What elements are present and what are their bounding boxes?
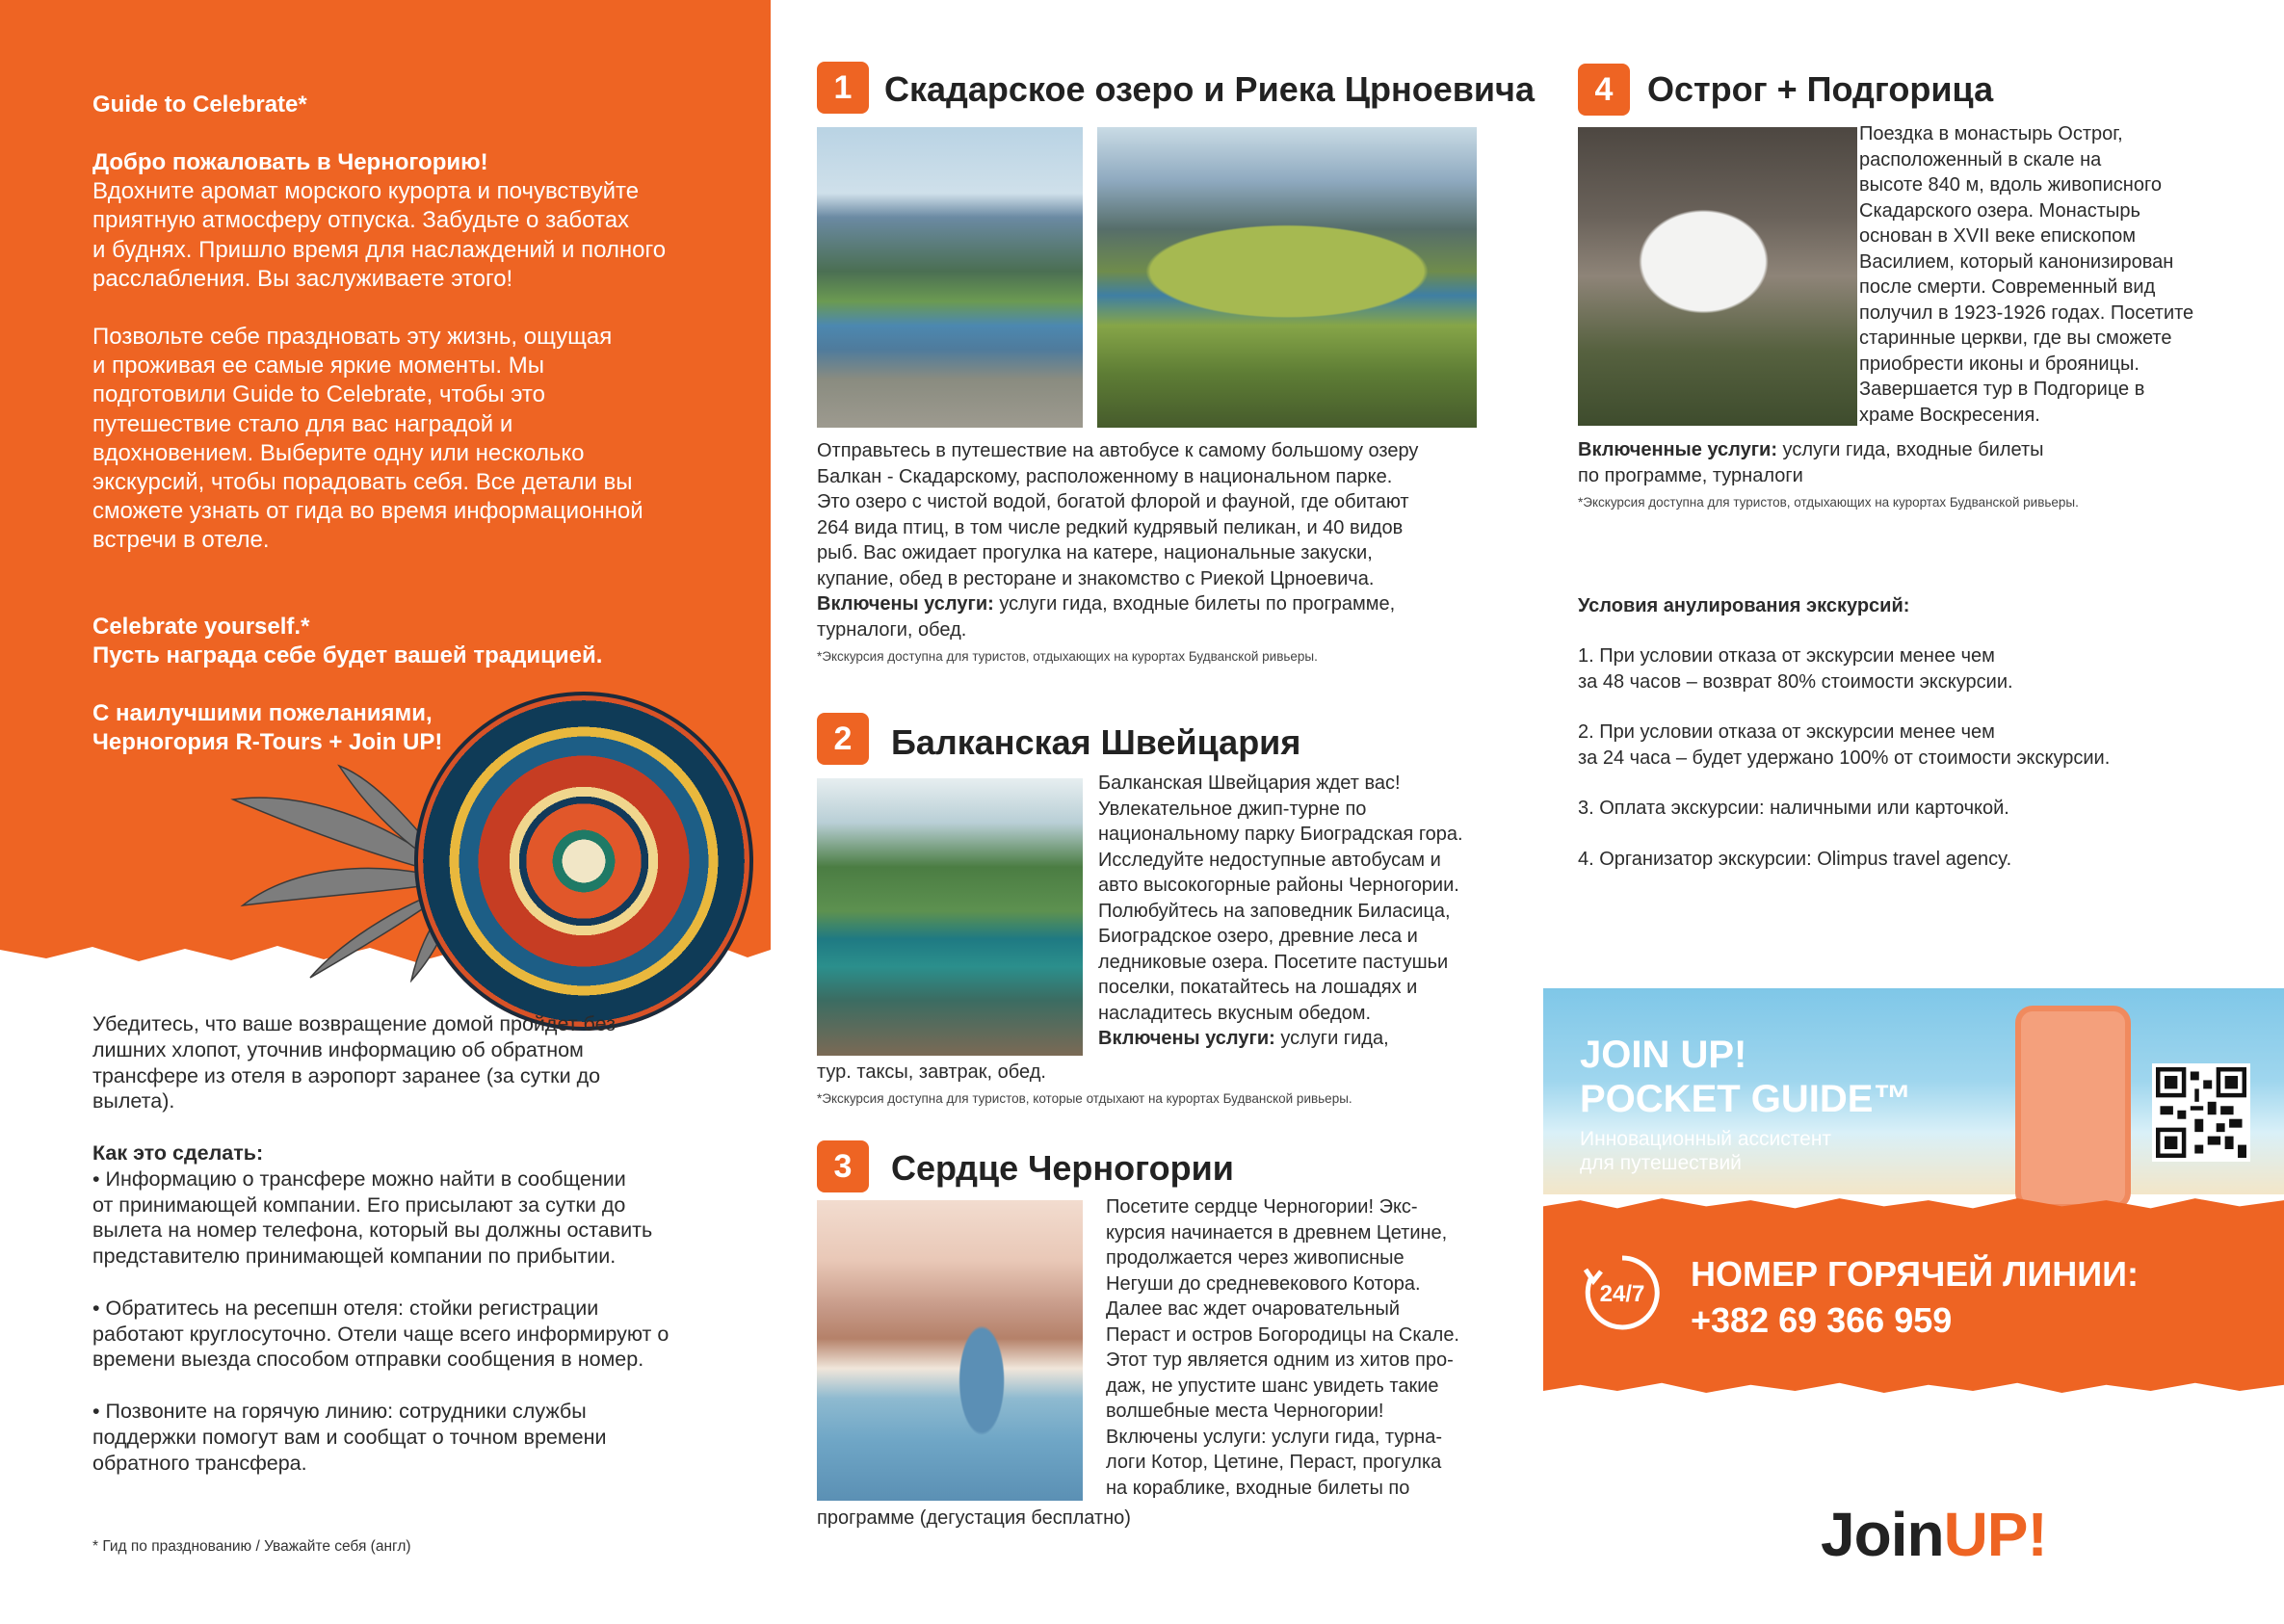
how-to-block: Как это сделать: • Информацию о трансфере можно найти в сообщении от принимающей компании. Его присылают за сутки до вылета на номер телефона, который вы должны оставить представителю принимающей компании по прибытии. bbox=[92, 1140, 653, 1269]
cancel-title: Условия анулирования экскурсий: bbox=[1578, 595, 1910, 616]
hotline-tip: • Позвоните на горячую линию: сотрудники службы поддержки помогут вам и сообщат о точном времени обратного трансфера. bbox=[92, 1399, 607, 1475]
cancel-conditions: 1. При условии отказа от экскурсии менее чем за 48 часов – возврат 80% стоимости экскурсии. 2. При условии отказа от экскурсии менее чем за 24 часа – будет удержано 100% от стоимости экскурсии. 3. Оплата экскурсии: наличными или карточкой. 4. Организатор экскурсии: Olimpus travel agency. bbox=[1578, 645, 2111, 870]
how-title: Как это сделать: bbox=[92, 1140, 264, 1165]
guide-title: Guide to Celebrate* bbox=[92, 92, 307, 118]
footnote: * Гид по празднованию / Уважайте себя (англ) bbox=[92, 1538, 411, 1555]
para-line: экскурсий, чтобы порадовать себя. Все детали вы bbox=[92, 469, 633, 496]
tour-number-badge: 2 bbox=[817, 713, 869, 765]
para-line: путешествие стало для вас наградой и bbox=[92, 410, 513, 437]
decorative-plate bbox=[414, 692, 753, 1031]
regards-line: С наилучшими пожеланиями, bbox=[92, 700, 433, 726]
transfer-paragraph: Убедитесь, что ваше возвращение домой пройдет без лишних хлопот, уточнив информацию об обратном трансфере из отеля в аэропорт заранее (за сутки до вылета). bbox=[92, 1012, 616, 1113]
welcome-block bbox=[92, 148, 728, 294]
tour1-photo-river-bend bbox=[1097, 127, 1477, 428]
tour3-photo-perast bbox=[817, 1200, 1083, 1501]
tour1-description: Отправьтесь в путешествие на автобусе к самому большому озеру Балкан - Скадарскому, расположенному в национальном парке. Это озеро с чистой водой, богатой флорой и фауной, где обитают 264 вида птиц, в том числе редкий кудрявый пеликан, и 40 видов рыб. Вас ожидает прогулка на катере, национальные закуски, купание, обед в ресторане и знакомство с Риекой Црноевича. Включены услуги: услуги гида, входные билеты по программе, турналоги, обед. bbox=[817, 440, 1419, 641]
para-line: вдохновением. Выберите одну или несколько bbox=[92, 439, 585, 466]
regards-line: Черногория R-Tours + Join UP! bbox=[92, 729, 443, 756]
tour1-note: *Экскурсия доступна для туристов, отдыхающих на курортах Будванской ривьеры. bbox=[817, 649, 1318, 664]
celebrate-paragraph bbox=[92, 323, 728, 556]
tour-number-badge: 1 bbox=[817, 62, 869, 114]
tour-number-badge: 4 bbox=[1578, 64, 1630, 116]
tour-title: Скадарское озеро и Риека Црноевича bbox=[884, 69, 1535, 109]
welcome-heading: Добро пожаловать в Черногорию! bbox=[92, 149, 488, 175]
banner-heading: JOIN UP! POCKET GUIDE™ bbox=[1580, 1034, 1912, 1120]
tour4-description: Поездка в монастырь Острог, расположенный в скале на высоте 840 м, вдоль живописного Скадарского озера. Монастырь основан в XVII веке епископом Василием, который канонизирован после смерти. Современный вид получил в 1923-1926 годах. Посетите старинные церкви, где вы сможете приобрести иконы и брояницы. Завершается тур в Подгорице в храме Воскресения. bbox=[1859, 123, 2194, 426]
celebrate-line: Пусть награда себе будет вашей традицией. bbox=[92, 642, 603, 669]
para-line: подготовили Guide to Celebrate, чтобы это bbox=[92, 381, 545, 408]
tour-number-badge: 3 bbox=[817, 1140, 869, 1192]
tour2-note: *Экскурсия доступна для туристов, которые отдыхают на курортах Будванской ривьеры. bbox=[817, 1091, 1352, 1106]
para-line: Позвольте себе праздновать эту жизнь, ощущая bbox=[92, 324, 613, 350]
intro-line: расслабления. Вы заслуживаете этого! bbox=[92, 265, 513, 292]
tour1-photo-lake bbox=[817, 127, 1083, 428]
hotline-label: НОМЕР ГОРЯЧЕЙ ЛИНИИ: bbox=[1691, 1254, 2139, 1294]
badge-247: 24/7 bbox=[1599, 1281, 1645, 1307]
celebrate-line: Celebrate yourself.* bbox=[92, 614, 310, 640]
intro-line: приятную атмосферу отпуска. Забудьте о заботах bbox=[92, 207, 630, 234]
tour2-photo-lake bbox=[817, 778, 1083, 1056]
tour-title: Острог + Подгорица bbox=[1647, 69, 1994, 109]
phone-illustration-icon bbox=[2015, 1006, 2131, 1210]
tour2-included-cont: тур. таксы, завтрак, обед. bbox=[817, 1061, 1046, 1083]
tour-title: Сердце Черногории bbox=[891, 1148, 1234, 1188]
tour4-photo-monastery bbox=[1578, 127, 1857, 426]
joinup-logo: JoinUP! bbox=[1821, 1500, 2047, 1569]
tour3-last-line: программе (дегустация бесплатно) bbox=[817, 1507, 1131, 1529]
qr-code-icon[interactable] bbox=[2152, 1063, 2250, 1162]
tour4-included: Включенные услуги: услуги гида, входные билеты по программе, турналоги bbox=[1578, 439, 2044, 486]
para-line: сможете узнать от гида во время информационной bbox=[92, 498, 643, 525]
intro-line: и буднях. Пришло время для наслаждений и полного bbox=[92, 236, 667, 263]
return-transfer-info bbox=[92, 1011, 748, 1502]
tour4-note: *Экскурсия доступна для туристов, отдыхающих на курортах Будванской ривьеры. bbox=[1578, 495, 2079, 510]
para-line: и проживая ее самые яркие моменты. Мы bbox=[92, 353, 544, 380]
banner-subtitle: Инновационный ассистент для путешествий bbox=[1580, 1128, 1832, 1174]
intro-line: Вдохните аромат морского курорта и почувствуйте bbox=[92, 178, 640, 205]
clock-247-icon bbox=[1580, 1250, 1665, 1335]
reception-tip: • Обратитесь на ресепшн отеля: стойки регистрации работают круглосуточно. Отели чаще всего информируют о времени выезда способом отправки сообщения в номер. bbox=[92, 1296, 669, 1372]
hotline-phone[interactable]: +382 69 366 959 bbox=[1691, 1300, 1953, 1340]
celebrate-yourself bbox=[92, 613, 728, 670]
tour2-description: Балканская Швейцария ждет вас! Увлекательное джип-турне по национальному парку Биоградская гора. Исследуйте недоступные автобусам и авто высокогорные районы Черногории. Полюбуйтесь на заповедник Биласица, Биоградское озеро, древние леса и ледниковые озера. Посетите пастушьи поселки, покатайтесь на лошадях и насладитесь вкусным обедом. Включены услуги: услуги гида, bbox=[1098, 773, 1463, 1049]
para-line: встречи в отеле. bbox=[92, 527, 270, 554]
tour3-description: Посетите сердце Черногории! Экс- курсия начинается в древнем Цетине, продолжается через живописные Негуши до средневекового Котора. Далее вас ждет очаровательный Пераст и остров Богородицы на Скале. Этот тур является одним из хитов про- даж, не упустите шанс увидеть такие волшебные места Черногории! Включены услуги: услуги гида, турна- логи Котор, Цетине, Пераст, прогулка на кораблике, входные билеты по bbox=[1106, 1196, 1459, 1499]
tour-title: Балканская Швейцария bbox=[891, 722, 1301, 762]
